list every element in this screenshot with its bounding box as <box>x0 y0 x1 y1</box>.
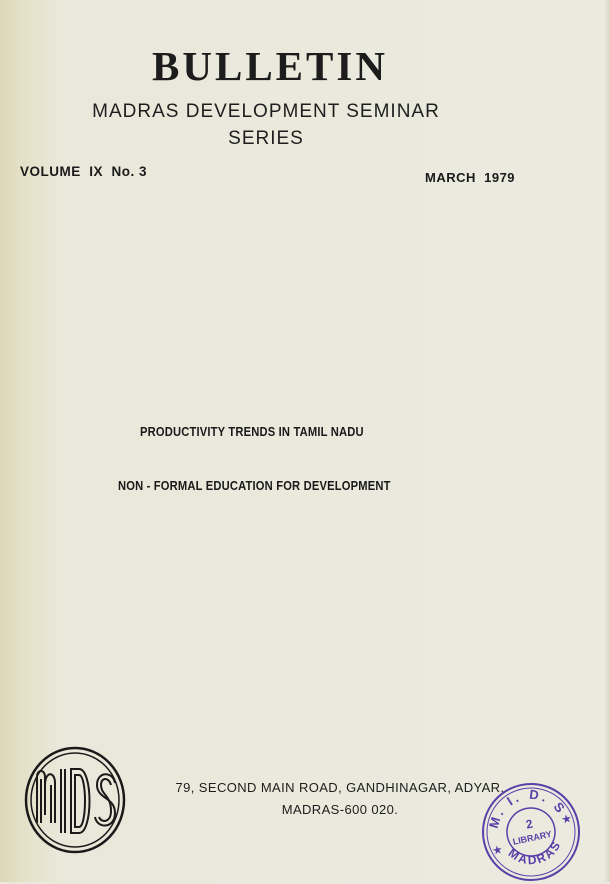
stamp-center-text: LIBRARY <box>511 828 553 847</box>
article-title-2: NON - FORMAL EDUCATION FOR DEVELOPMENT <box>118 478 391 493</box>
stamp-top-text: M. I. D. S <box>485 786 570 831</box>
bulletin-title: BULLETIN <box>152 43 388 89</box>
library-stamp-icon <box>478 780 584 884</box>
subtitle-line-2: SERIES <box>228 128 304 149</box>
stamp-bottom-text: MADRAS <box>505 837 565 868</box>
svg-text:★: ★ <box>492 844 504 858</box>
mids-logo-icon <box>23 745 127 855</box>
issue-date: MARCH 1979 <box>425 170 516 185</box>
subtitle-line-1: MADRAS DEVELOPMENT SEMINAR <box>92 101 440 122</box>
svg-text:★: ★ <box>561 813 573 827</box>
address-line-1: 79, SECOND MAIN ROAD, GANDHINAGAR, ADYAR, <box>175 780 505 795</box>
article-title-1: PRODUCTIVITY TRENDS IN TAMIL NADU <box>140 424 364 439</box>
volume-number: VOLUME IX No. 3 <box>20 164 148 179</box>
address-line-2: MADRAS-600 020. <box>281 802 399 817</box>
logo-text: MIDS <box>73 807 77 808</box>
series-subtitle <box>0 98 532 152</box>
stamp-number: 2 <box>524 816 535 832</box>
